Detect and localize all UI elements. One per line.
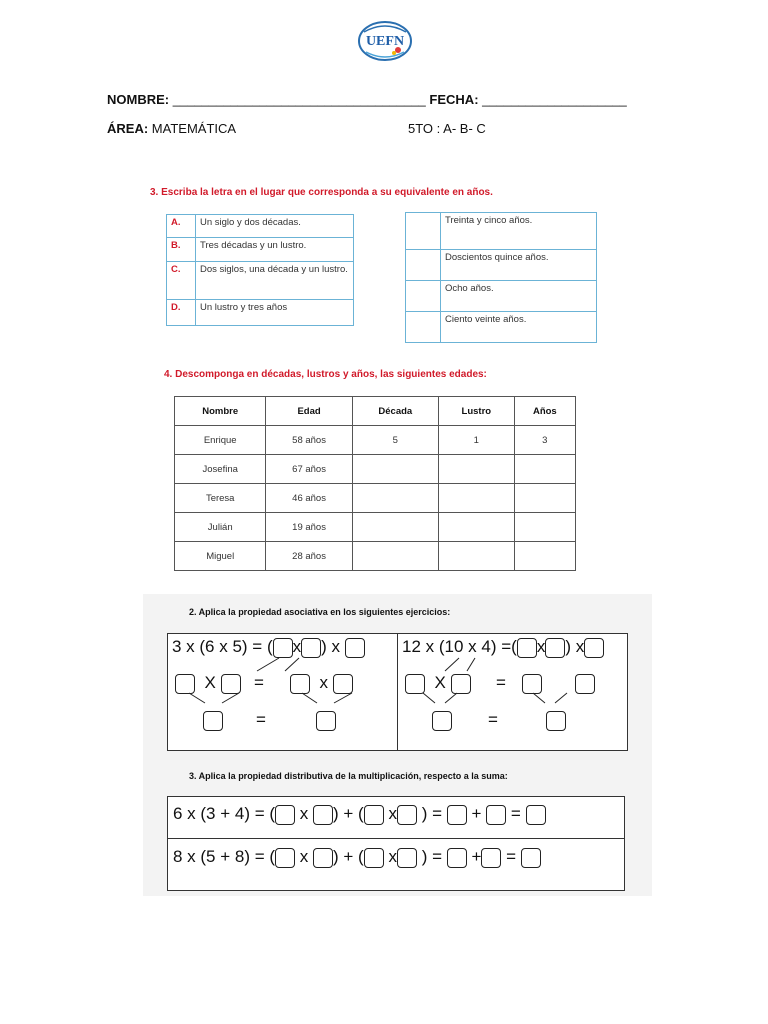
cell: 46 años <box>266 484 352 513</box>
times: x <box>299 847 309 866</box>
answer-box[interactable] <box>447 848 467 868</box>
table-row <box>175 426 576 455</box>
plus-paren: ) + ( <box>333 804 364 823</box>
times: X <box>204 673 216 692</box>
col-header: Nombre <box>175 397 266 426</box>
table-row <box>406 281 597 312</box>
cell: Teresa <box>175 484 266 513</box>
cell: 19 años <box>266 513 352 542</box>
cell[interactable] <box>352 455 438 484</box>
times: x <box>388 847 397 866</box>
answer-box[interactable] <box>447 805 467 825</box>
table-header-row <box>175 397 576 426</box>
equals: = <box>254 673 264 692</box>
cell[interactable] <box>438 513 514 542</box>
letter-cell: D. <box>167 300 196 326</box>
section4-title: 4. Descomponga en décadas, lustros y años, las siguientes edades: <box>164 369 487 380</box>
answer-box[interactable] <box>275 848 295 868</box>
table-row <box>175 455 576 484</box>
answer-box[interactable] <box>313 848 333 868</box>
exercise3-title: 3. Aplica la propiedad distributiva de la multiplicación, respecto a la suma: <box>189 771 508 781</box>
expr-text: 3 x (6 x 5) = ( <box>172 637 273 656</box>
answer-box[interactable] <box>364 848 384 868</box>
table-row <box>406 213 597 250</box>
area-value: MATEMÁTICA <box>151 121 237 136</box>
paren: ) <box>565 637 571 656</box>
text-cell: Dos siglos, una década y un lustro. <box>196 262 354 300</box>
table-row <box>406 250 597 281</box>
equals: = <box>256 710 266 729</box>
times: x <box>536 637 546 656</box>
answer-cell[interactable] <box>406 213 441 250</box>
cell[interactable] <box>438 455 514 484</box>
answer-cell[interactable] <box>406 312 441 343</box>
school-logo <box>354 18 416 64</box>
answer-box[interactable] <box>486 805 506 825</box>
cell[interactable]: 1 <box>438 426 514 455</box>
cell: Josefina <box>175 455 266 484</box>
letter-cell: A. <box>167 215 196 238</box>
table-row <box>175 542 576 571</box>
distributive-row1 <box>173 804 546 825</box>
text-cell: Ciento veinte años. <box>441 312 597 343</box>
answer-box[interactable] <box>397 805 417 825</box>
cell: Enrique <box>175 426 266 455</box>
expr-text: 12 x (10 x 4) =( <box>402 637 517 656</box>
equals: = <box>488 710 498 729</box>
table-row <box>167 238 354 262</box>
col-header: Años <box>514 397 575 426</box>
table-row <box>175 484 576 513</box>
cell[interactable] <box>514 484 575 513</box>
cell[interactable] <box>352 542 438 571</box>
cell[interactable] <box>352 484 438 513</box>
fecha-line: ____________________ <box>482 92 627 107</box>
logo-text: UEFN <box>365 34 405 49</box>
letter-cell: C. <box>167 262 196 300</box>
equivalence-left-table <box>166 214 354 326</box>
nombre-line: ___________________________________ <box>172 92 426 107</box>
cell[interactable] <box>514 513 575 542</box>
text-cell: Tres décadas y un lustro. <box>196 238 354 262</box>
table-row <box>167 215 354 238</box>
grade-label: 5TO : A- B- C <box>408 121 486 136</box>
cell[interactable] <box>438 542 514 571</box>
expr-text: 6 x (3 + 4) = ( <box>173 804 276 823</box>
ages-table <box>174 396 576 571</box>
answer-box[interactable] <box>481 848 501 868</box>
text-cell: Doscientos quince años. <box>441 250 597 281</box>
col-header: Lustro <box>438 397 514 426</box>
table-row <box>175 513 576 542</box>
times: x <box>319 673 328 692</box>
cell[interactable] <box>514 542 575 571</box>
text-cell: Un lustro y tres años <box>196 300 354 326</box>
text-cell: Ocho años. <box>441 281 597 312</box>
area-label: ÁREA: <box>107 121 149 136</box>
cell: 58 años <box>266 426 352 455</box>
times: x <box>575 637 585 656</box>
equals: = <box>506 847 517 866</box>
cell[interactable]: 3 <box>514 426 575 455</box>
answer-box[interactable] <box>521 848 541 868</box>
answer-box[interactable] <box>275 805 295 825</box>
times: x <box>331 637 341 656</box>
col-header: Década <box>352 397 438 426</box>
col-header: Edad <box>266 397 352 426</box>
times: x <box>388 804 397 823</box>
distributive-row2 <box>173 847 541 868</box>
table-row <box>167 262 354 300</box>
cell[interactable]: 5 <box>352 426 438 455</box>
nombre-label: NOMBRE: <box>107 92 170 107</box>
answer-box[interactable] <box>364 805 384 825</box>
expr-text: 8 x (5 + 8) = ( <box>173 847 276 866</box>
fecha-label: FECHA: <box>429 92 479 107</box>
answer-box[interactable] <box>397 848 417 868</box>
cell: 67 años <box>266 455 352 484</box>
cell[interactable] <box>514 455 575 484</box>
times: X <box>434 673 446 692</box>
equals: = <box>510 804 521 823</box>
equivalence-right-table <box>405 212 597 343</box>
text-cell: Treinta y cinco años. <box>441 213 597 250</box>
plus: + <box>471 804 482 823</box>
answer-box[interactable] <box>526 805 546 825</box>
letter-cell: B. <box>167 238 196 262</box>
answer-cell[interactable] <box>406 281 441 312</box>
equals: = <box>496 673 506 692</box>
cell[interactable] <box>438 484 514 513</box>
exercise2-title: 2. Aplica la propiedad asociativa en los siguientes ejercicios: <box>189 607 451 617</box>
frame-divider <box>167 838 625 839</box>
close-eq: ) = <box>421 847 442 866</box>
cell: 28 años <box>266 542 352 571</box>
table-row <box>406 312 597 343</box>
name-field <box>107 92 627 107</box>
cell[interactable] <box>352 513 438 542</box>
plus-paren: ) + ( <box>333 847 364 866</box>
section3-title: 3. Escriba la letra en el lugar que corresponda a su equivalente en años. <box>150 187 493 198</box>
arrow-guides <box>167 655 628 715</box>
area-field <box>107 121 236 136</box>
plus: + <box>471 847 482 866</box>
answer-cell[interactable] <box>406 250 441 281</box>
paren: ) <box>321 637 327 656</box>
times: x <box>299 804 309 823</box>
cell: Miguel <box>175 542 266 571</box>
times: x <box>292 637 302 656</box>
close-eq: ) = <box>421 804 442 823</box>
table-row <box>167 300 354 326</box>
answer-box[interactable] <box>313 805 333 825</box>
cell: Julián <box>175 513 266 542</box>
text-cell: Un siglo y dos décadas. <box>196 215 354 238</box>
